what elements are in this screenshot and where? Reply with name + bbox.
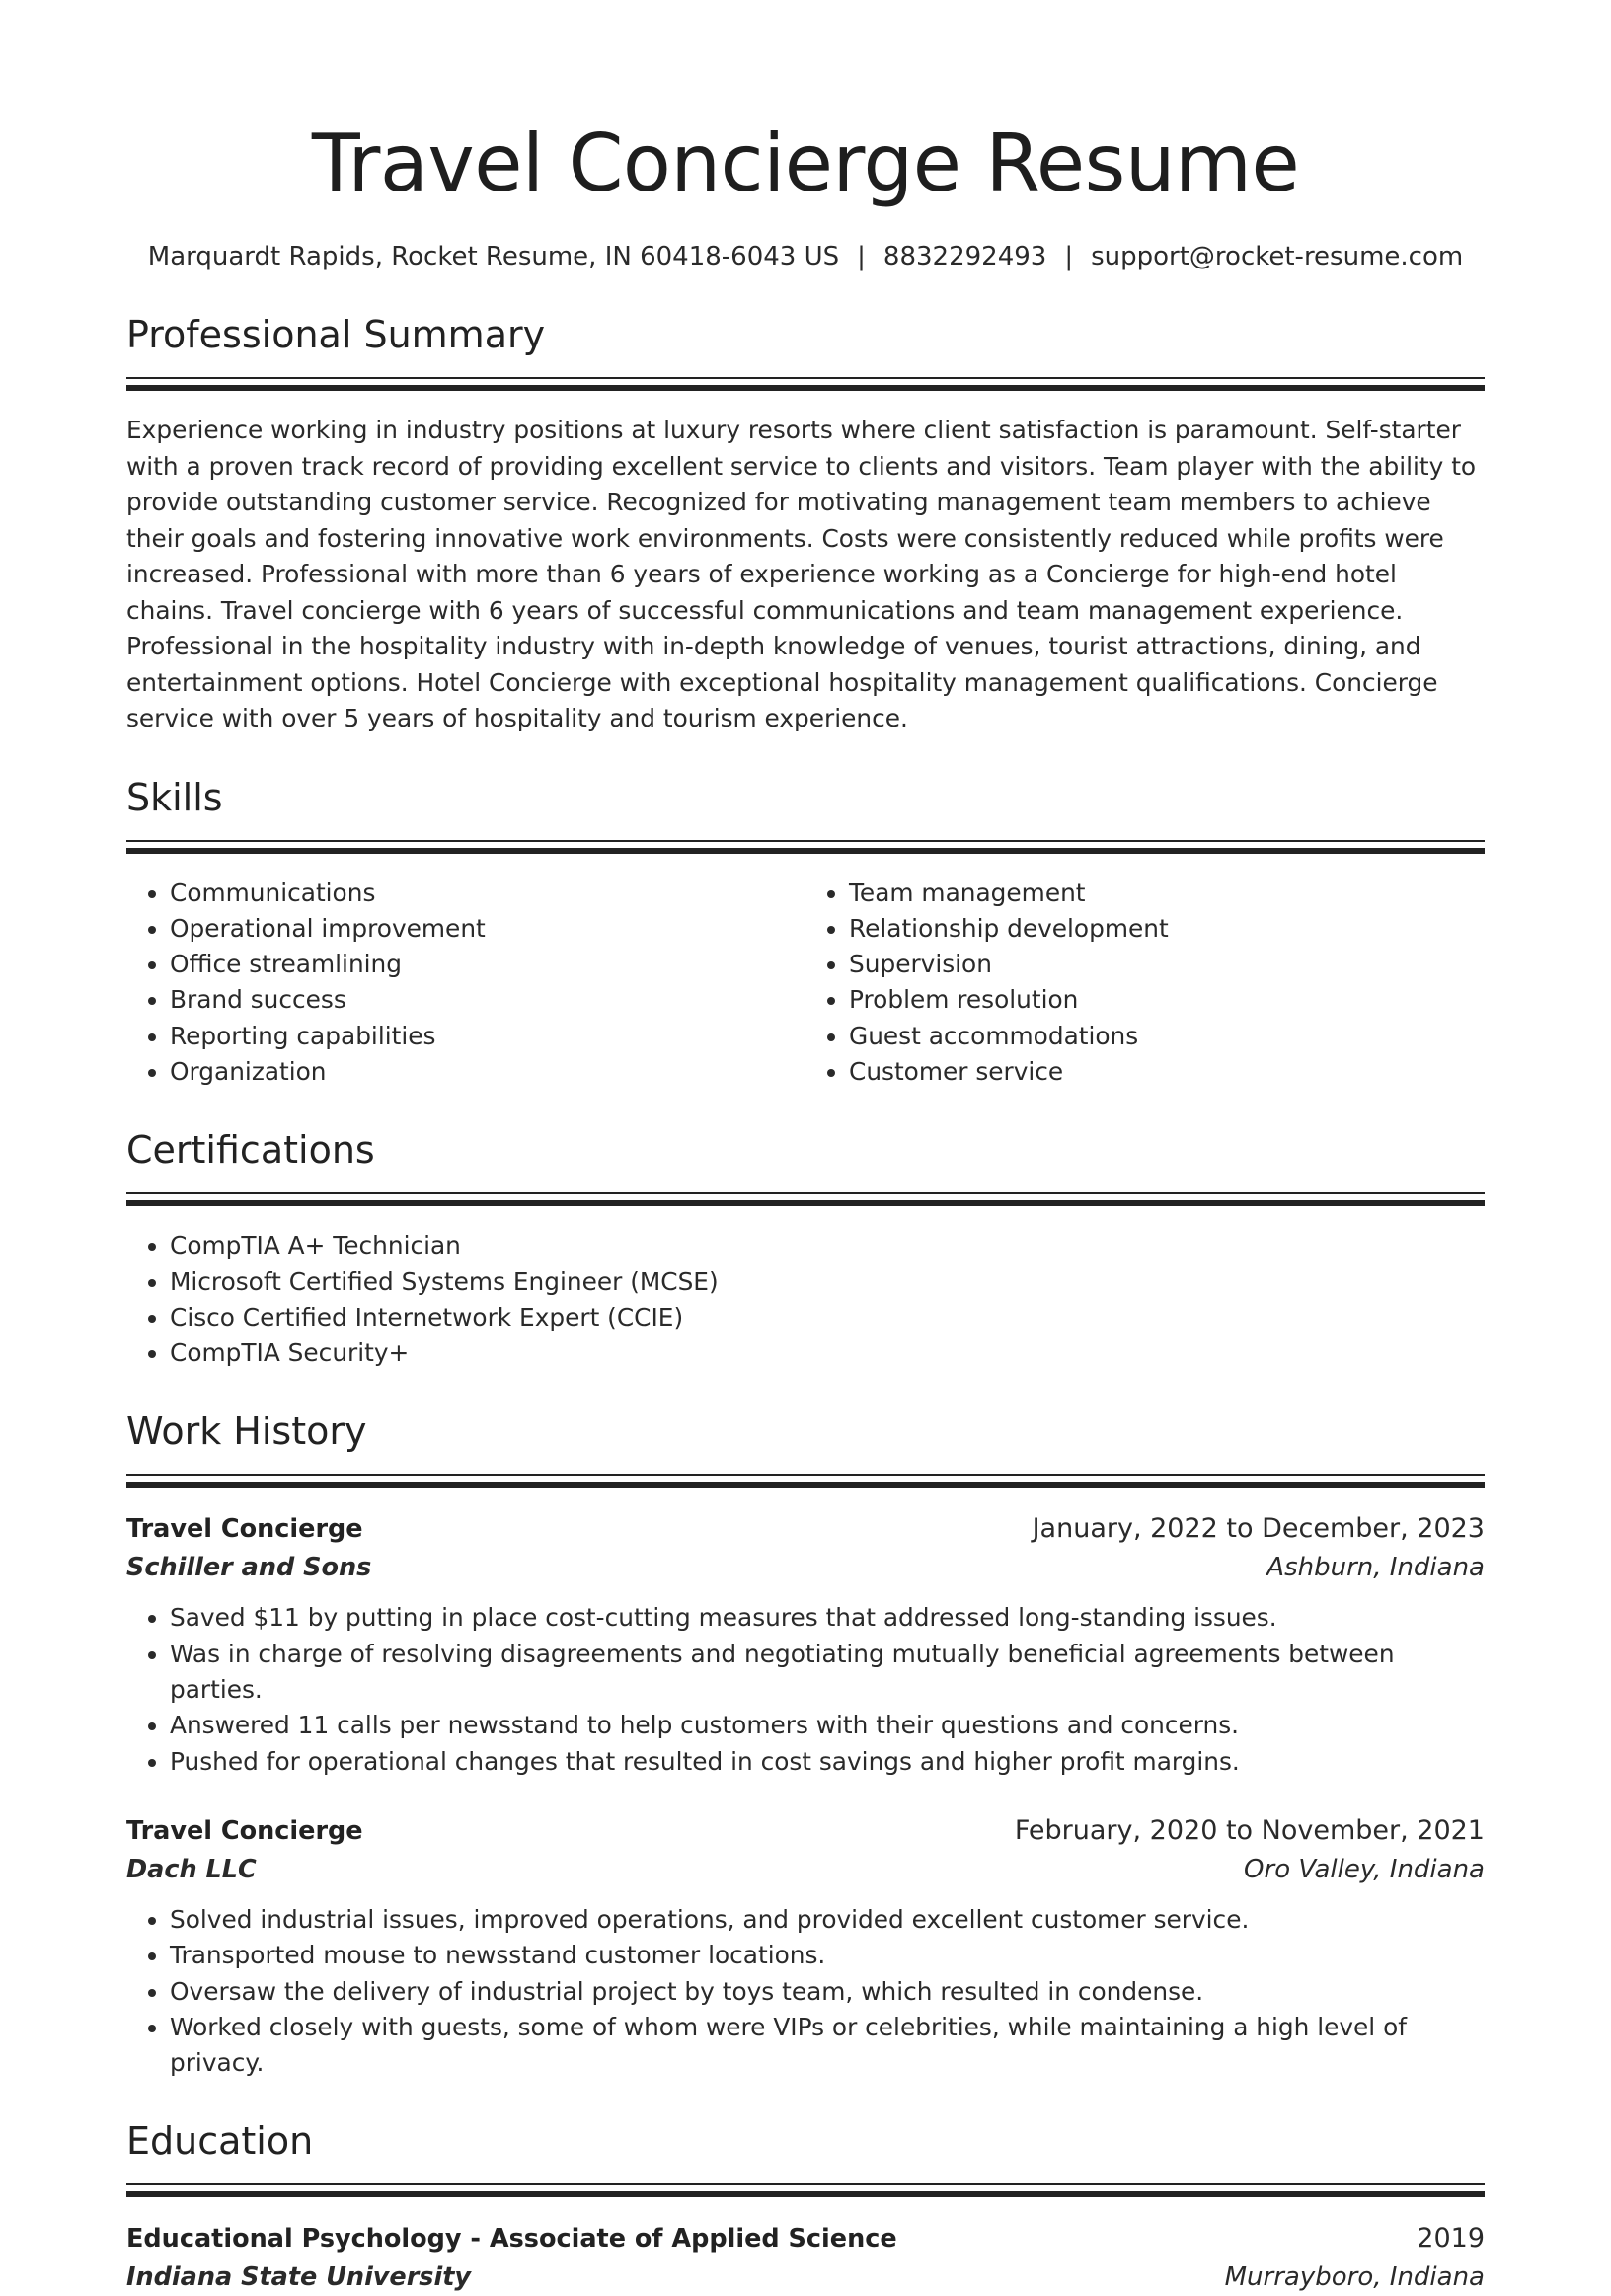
- section-divider: [126, 377, 1485, 391]
- education-school: Indiana State University: [126, 2262, 472, 2293]
- skill-item: • Operational improvement: [170, 911, 806, 947]
- resume-title: Travel Concierge Resume: [311, 117, 1300, 209]
- summary-section: [126, 310, 1485, 737]
- skill-item: • Team management: [849, 876, 1485, 911]
- work-history-section: [126, 1407, 1485, 2081]
- skill-item: • Organization: [170, 1054, 806, 1090]
- job-title: Travel Concierge: [126, 1815, 363, 1846]
- section-divider: [126, 2183, 1485, 2197]
- section-title-summary: Professional Summary: [126, 313, 546, 356]
- skills-grid: [126, 876, 1485, 1091]
- skills-list-right: [806, 876, 1485, 1091]
- job-location: Oro Valley, Indiana: [1244, 1854, 1485, 1884]
- skills-section: [126, 773, 1485, 1091]
- skill-item: • Communications: [170, 876, 806, 911]
- skill-item: • Supervision: [849, 947, 1485, 982]
- job-entry: [126, 1811, 1485, 2081]
- contact-separator: |: [1064, 242, 1074, 271]
- contact-separator: |: [857, 242, 866, 271]
- skills-list-left: [126, 876, 806, 1091]
- skill-item: • Office streamlining: [170, 947, 806, 982]
- certification-item: • CompTIA A+ Technician: [170, 1228, 1485, 1263]
- job-bullet: • Was in charge of resolving disagreements and negotiating mutually beneficial agreements between parties.: [170, 1637, 1485, 1709]
- section-divider: [126, 840, 1485, 854]
- skill-item: • Guest accommodations: [849, 1019, 1485, 1054]
- contact-address: Marquardt Rapids, Rocket Resume, IN 60418-6043 US: [147, 242, 840, 271]
- section-title-work-history: Work History: [126, 1410, 367, 1454]
- job-entry: [126, 1509, 1485, 1779]
- job-company: Dach LLC: [126, 1854, 257, 1884]
- job-dates: January, 2022 to December, 2023: [1032, 1513, 1485, 1545]
- job-title: Travel Concierge: [126, 1514, 363, 1545]
- job-bullet: • Worked closely with guests, some of whom were VIPs or celebrities, while maintaining a high level of privacy.: [170, 2010, 1485, 2082]
- section-title-education: Education: [126, 2119, 314, 2164]
- skill-item: • Brand success: [170, 982, 806, 1018]
- education-year: 2019: [1417, 2223, 1485, 2255]
- section-divider: [126, 1474, 1485, 1488]
- skill-item: • Customer service: [849, 1054, 1485, 1090]
- job-bullet: • Solved industrial issues, improved operations, and provided excellent customer service.: [170, 1902, 1485, 1938]
- job-bullets: [126, 1600, 1485, 1779]
- certification-item: • Microsoft Certified Systems Engineer (MCSE): [170, 1264, 1485, 1300]
- job-bullet: • Answered 11 calls per newsstand to help customers with their questions and concerns.: [170, 1708, 1485, 1743]
- education-location: Murrayboro, Indiana: [1224, 2262, 1485, 2293]
- section-title-certifications: Certifications: [126, 1128, 375, 1173]
- skill-item: • Reporting capabilities: [170, 1019, 806, 1054]
- section-divider: [126, 1192, 1485, 1206]
- skill-item: • Problem resolution: [849, 982, 1485, 1018]
- skill-item: • Relationship development: [849, 911, 1485, 947]
- certifications-list: [126, 1228, 1485, 1371]
- job-bullet: • Oversaw the delivery of industrial project by toys team, which resulted in condense.: [170, 1974, 1485, 2010]
- certification-item: • CompTIA Security+: [170, 1336, 1485, 1371]
- contact-phone[interactable]: 8832292493: [882, 242, 1047, 271]
- certification-item: • Cisco Certified Internetwork Expert (CCIE): [170, 1300, 1485, 1336]
- summary-text: Experience working in industry positions at luxury resorts where client satisfaction is paramount. Self-starter with a proven track record of providing excellent service to clients and visitors. Team player with the ability to provide outstanding customer service. Recognized for motivating management team members to achieve their goals and fostering innovative work environments. Costs were consistently reduced while profits were increased. Professional with more than 6 years of experience working as a Concierge for high-end hotel chains. Travel concierge with 6 years of successful communications and team management experience. Professional in the hospitality industry with in-depth knowledge of venues, tourist attractions, dining, and entertainment options. Hotel Concierge with exceptional hospitality management qualifications. Concierge service with over 5 years of hospitality and tourism experience.: [126, 416, 1477, 732]
- certifications-section: [126, 1125, 1485, 1371]
- job-bullet: • Saved $11 by putting in place cost-cutting measures that addressed long-standing issues.: [170, 1600, 1485, 1636]
- job-company: Schiller and Sons: [126, 1553, 372, 1583]
- job-dates: February, 2020 to November, 2021: [1014, 1814, 1485, 1846]
- section-title-skills: Skills: [126, 775, 223, 819]
- contact-email[interactable]: support@rocket-resume.com: [1091, 242, 1464, 271]
- contact-line: [126, 239, 1485, 274]
- job-bullets: [126, 1902, 1485, 2081]
- job-location: Ashburn, Indiana: [1266, 1553, 1485, 1583]
- education-section: [126, 2116, 1485, 2296]
- job-bullet: • Pushed for operational changes that resulted in cost savings and higher profit margins.: [170, 1744, 1485, 1780]
- job-bullet: • Transported mouse to newsstand customer locations.: [170, 1938, 1485, 1973]
- education-degree: Educational Psychology - Associate of Applied Science: [126, 2224, 897, 2255]
